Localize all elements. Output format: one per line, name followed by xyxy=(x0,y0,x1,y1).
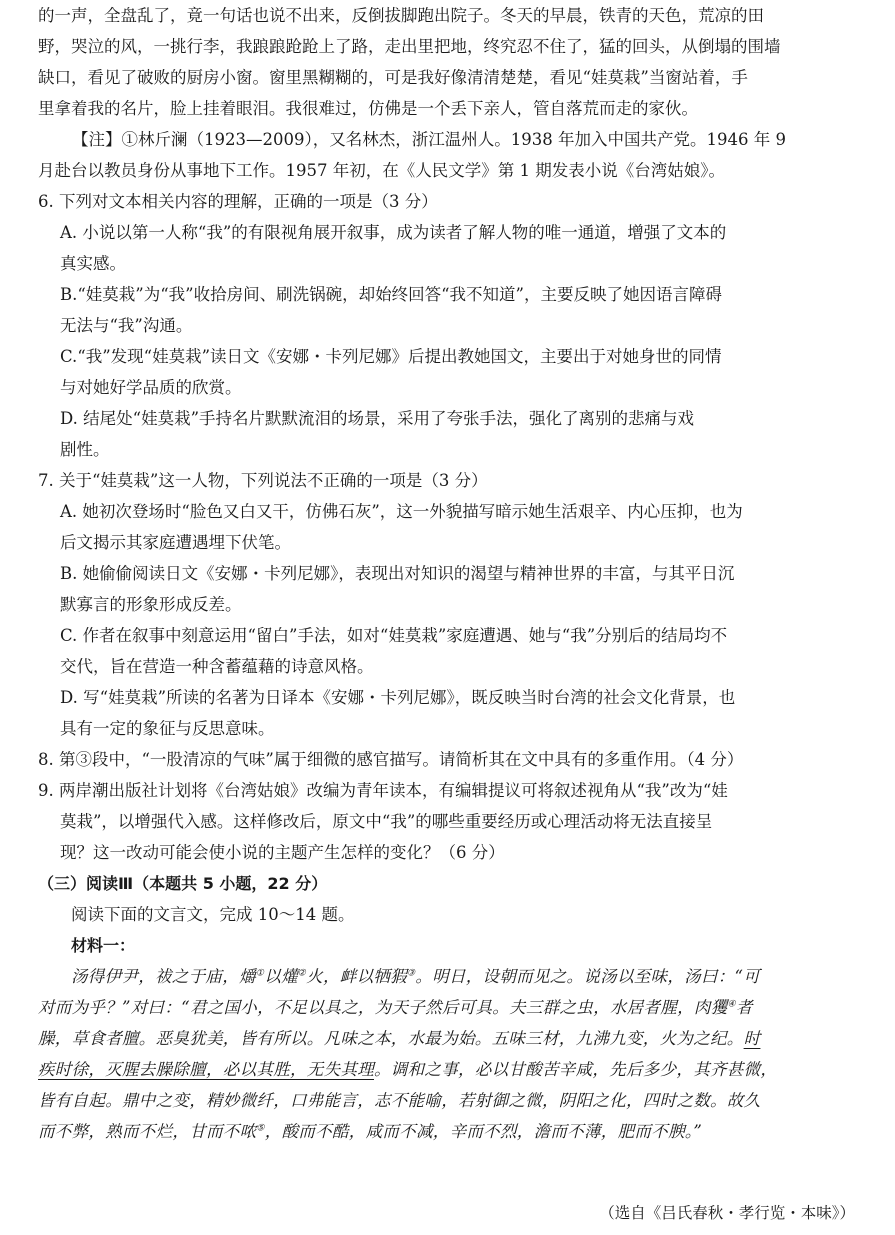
option-a xyxy=(38,217,862,279)
material-label: 材料一： xyxy=(71,936,136,955)
option-text: C. 作者在叙事中刻意运用“留白”手法，如对“娃莫栽”家庭遭遇、她与“我”分别后的结局均不 xyxy=(60,626,728,645)
option-text: 真实感。 xyxy=(60,254,126,273)
author-note xyxy=(38,124,862,186)
question-stem-cont: 现？这一改动可能会使小说的主题产生怎样的变化？（6 分） xyxy=(60,843,505,862)
source-citation: （选自《吕氏春秋・孝行览・本味》） xyxy=(599,1204,855,1222)
option-text: 剧性。 xyxy=(60,440,110,459)
note-marker: ① xyxy=(255,968,265,979)
option-text: B.“娃莫栽”为“我”收拾房间、刷洗锅碗，却始终回答“我不知道”，主要反映了她因语言障碍 xyxy=(60,285,722,304)
question-9 xyxy=(38,775,862,868)
underlined-sentence: 时 xyxy=(743,1029,761,1048)
option-c xyxy=(38,620,862,682)
question-stem: 6. 下列对文本相关内容的理解，正确的一项是（3 分） xyxy=(38,192,438,211)
option-b xyxy=(38,558,862,620)
classical-text xyxy=(38,961,862,1147)
story-line: 缺口，看见了破败的厨房小窗。窗里黑糊糊的，可是我好像清清楚楚，看见“娃莫栽”当窗站着，手 xyxy=(38,68,748,87)
section-heading: （三）阅读Ⅲ（本题共 5 小题，22 分） xyxy=(38,874,328,893)
note-line: 【注】①林斤澜（1923—2009），又名林杰，浙江温州人。1938 年加入中国共产党。1946 年 9 xyxy=(72,130,786,149)
story-line: 的一声，全盘乱了，竟一句话也说不出来，反倒拔脚跑出院子。冬天的早晨，铁青的天色，荒凉的田 xyxy=(38,6,764,25)
section-instruction: 阅读下面的文言文，完成 10～14 题。 xyxy=(71,905,355,924)
option-text: D. 写“娃莫栽”所读的名著为日译本《安娜・卡列尼娜》，既反映当时台湾的社会文化背景，也 xyxy=(60,688,736,707)
note-marker: ② xyxy=(297,968,307,979)
classical-line: 臊，草食者膻。恶臭犹美，皆有所以。凡味之本，水最为始。五味三材，九沸九变，火为之纪。时 xyxy=(38,1029,761,1048)
note-line: 月赴台以教员身份从事地下工作。1957 年初，在《人民文学》第 1 期发表小说《台湾姑娘》。 xyxy=(38,161,725,180)
question-stem: 9. 两岸潮出版社计划将《台湾姑娘》改编为青年读本，有编辑提议可将叙述视角从“我”改为“娃 xyxy=(38,781,728,800)
option-text: D. 结尾处“娃莫栽”手持名片默默流泪的场景，采用了夸张手法，强化了离别的悲痛与戏 xyxy=(60,409,695,428)
option-text: B. 她偷偷阅读日文《安娜・卡列尼娜》，表现出对知识的渴望与精神世界的丰富，与其平日沉 xyxy=(60,564,735,583)
question-7 xyxy=(38,465,862,744)
option-text: 后文揭示其家庭遭遇埋下伏笔。 xyxy=(60,533,291,552)
classical-line: 而不弊，熟而不烂，甘而不哝⑤，酸而不酷，咸而不减，辛而不烈，澹而不薄，肥而不腴。” xyxy=(38,1122,703,1141)
note-marker: ③ xyxy=(406,968,416,979)
note-marker: ⑤ xyxy=(256,1123,265,1134)
underlined-sentence: 疾时徐，灭腥去臊除膻，必以其胜，无失其理 xyxy=(38,1060,374,1079)
option-text: 交代，旨在营造一种含蓄蕴藉的诗意风格。 xyxy=(60,657,374,676)
classical-line: 汤得伊尹，祓之于庙，爝①以爟②火，衅以牺猳③。明日，设朝而见之。说汤以至味，汤曰：“可 xyxy=(71,967,761,986)
option-c xyxy=(38,341,862,403)
note-marker: ④ xyxy=(727,999,736,1010)
question-8 xyxy=(38,744,862,775)
classical-line: 疾时徐，灭腥去臊除膻，必以其胜，无失其理。调和之事，必以甘酸苦辛咸，先后多少，其齐甚微， xyxy=(38,1060,778,1079)
question-stem: 8. 第③段中，“一股清凉的气味”属于细微的感官描写。请简析其在文中具有的多重作用。（4 分） xyxy=(38,750,744,769)
option-d xyxy=(38,403,862,465)
option-b xyxy=(38,279,862,341)
option-a xyxy=(38,496,862,558)
story-paragraph xyxy=(38,0,862,124)
option-text: 具有一定的象征与反思意味。 xyxy=(60,719,275,738)
option-text: 无法与“我”沟通。 xyxy=(60,316,193,335)
story-line: 里拿着我的名片，脸上挂着眼泪。我很难过，仿佛是一个丢下亲人，管自落荒而走的家伙。 xyxy=(38,99,698,118)
classical-line: 皆有自起。鼎中之变，精妙微纤，口弗能言，志不能喻，若射御之微，阴阳之化，四时之数。故久 xyxy=(38,1091,761,1110)
classical-line: 对而为乎？”对曰：“君之国小，不足以具之，为天子然后可具。夫三群之虫，水居者腥，肉玃④者 xyxy=(38,998,753,1017)
option-text: A. 她初次登场时“脸色又白又干，仿佛石灰”，这一外貌描写暗示她生活艰辛、内心压抑，也为 xyxy=(60,502,743,521)
question-stem-cont: 莫栽”，以增强代入感。这样修改后，原文中“我”的哪些重要经历或心理活动将无法直接呈 xyxy=(60,812,713,831)
question-6 xyxy=(38,186,862,465)
story-line: 野，哭泣的风，一挑行李，我踉踉跄跄上了路，走出里把地，终究忍不住了，猛的回头，从倒塌的围墙 xyxy=(38,37,781,56)
option-d xyxy=(38,682,862,744)
option-text: C.“我”发现“娃莫栽”读日文《安娜・卡列尼娜》后提出教她国文，主要出于对她身世的同情 xyxy=(60,347,722,366)
option-text: A. 小说以第一人称“我”的有限视角展开叙事，成为读者了解人物的唯一通道，增强了文本的 xyxy=(60,223,727,242)
question-stem: 7. 关于“娃莫栽”这一人物，下列说法不正确的一项是（3 分） xyxy=(38,471,488,490)
option-text: 与对她好学品质的欣赏。 xyxy=(60,378,242,397)
option-text: 默寡言的形象形成反差。 xyxy=(60,595,242,614)
